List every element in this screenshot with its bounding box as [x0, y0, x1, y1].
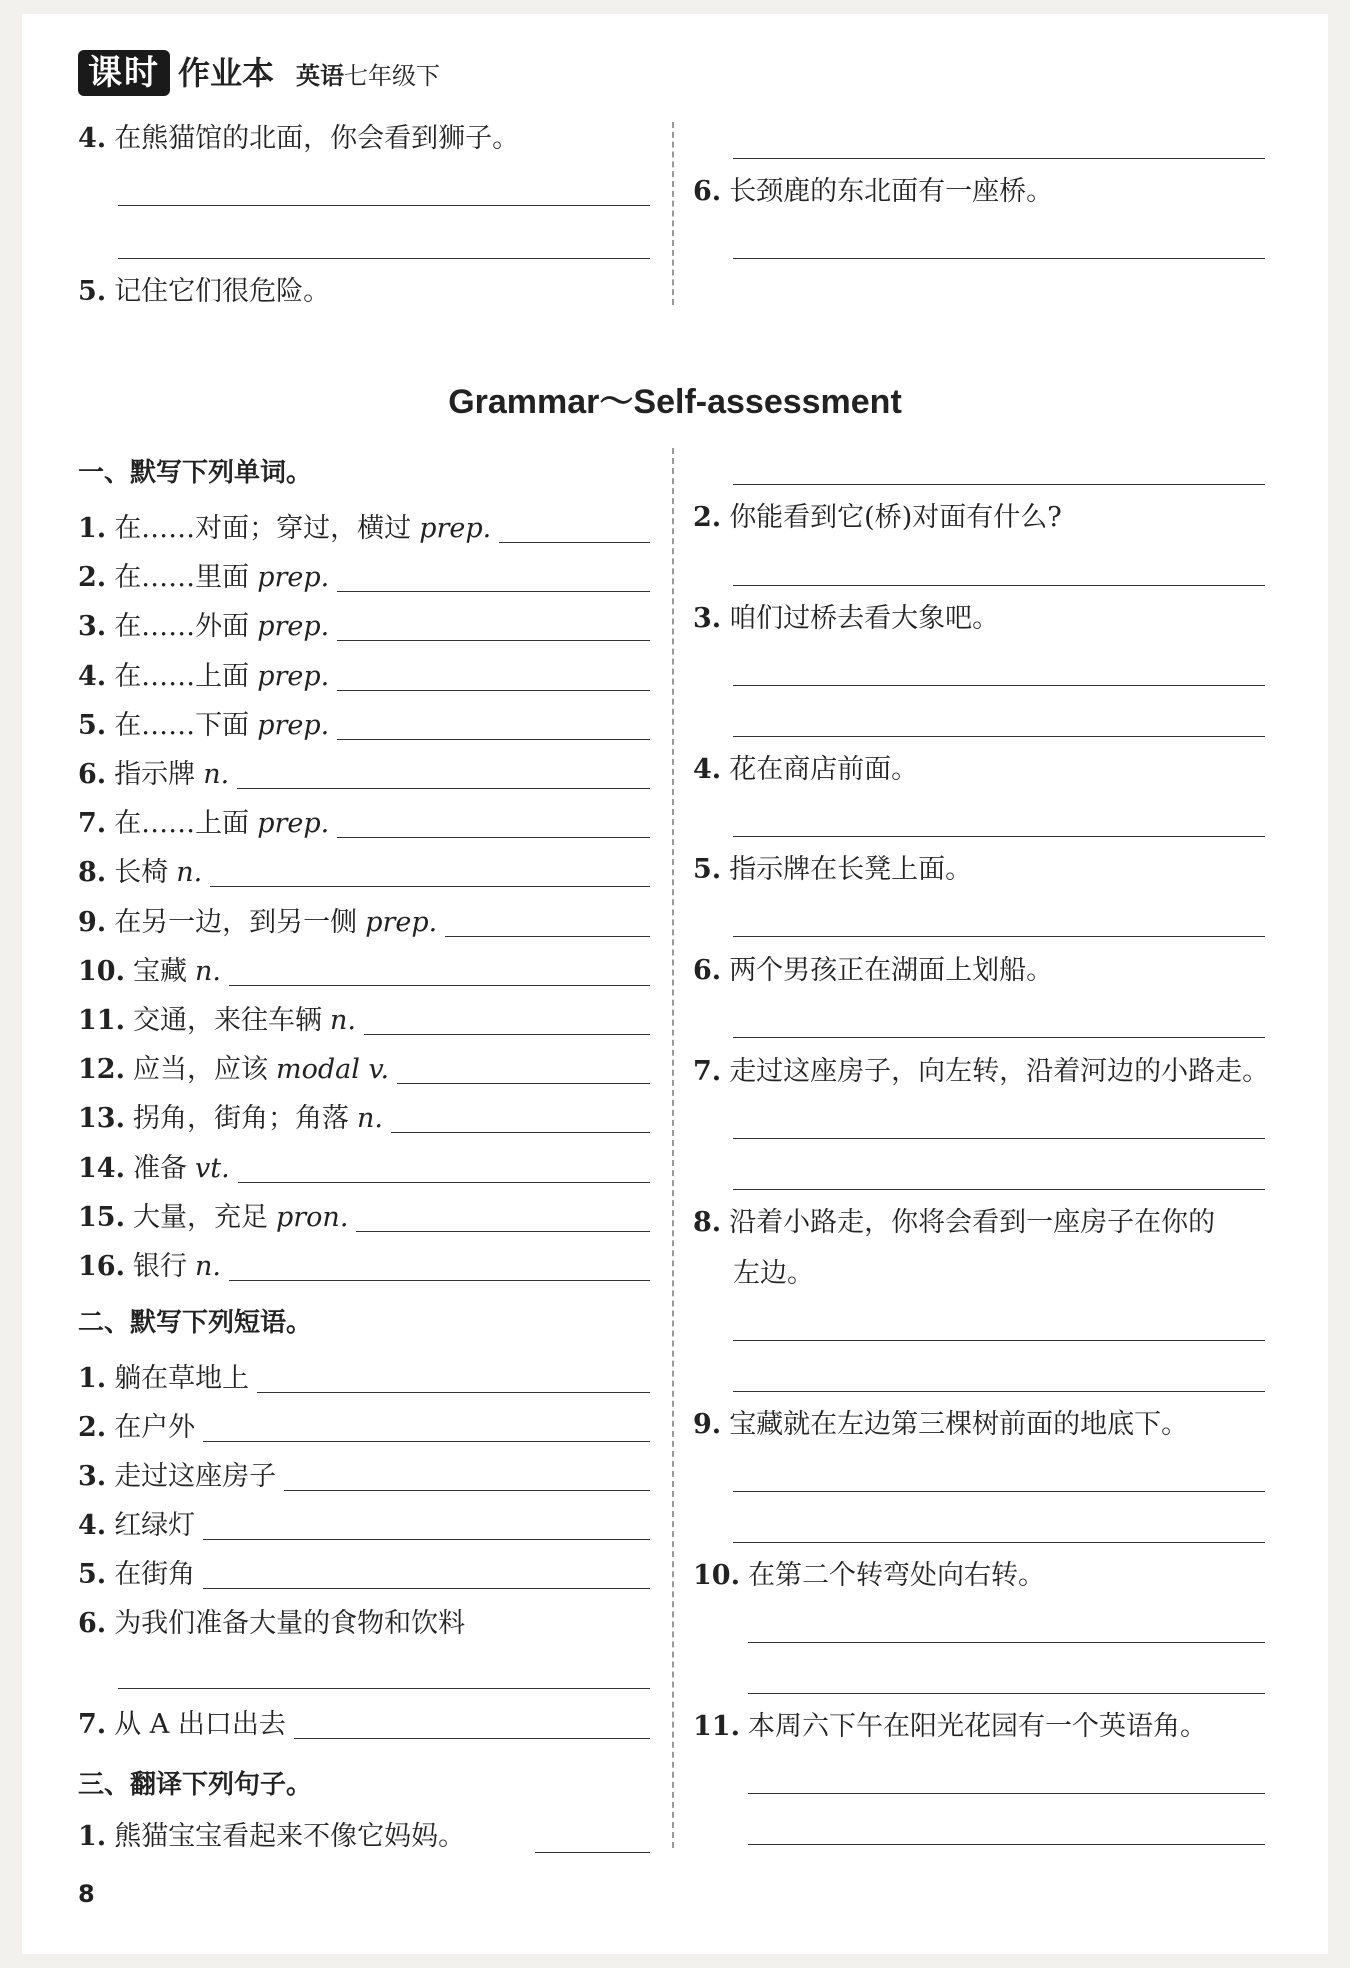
word-item: 12. 应当，应该 modal v. — [78, 1054, 390, 1086]
answer-line[interactable] — [748, 1642, 1265, 1643]
part1-heading: 一、默写下列单词。 — [78, 458, 313, 488]
sentence-item: 10. 在第二个转弯处向右转。 — [693, 1560, 1045, 1591]
book-title: 作业本 — [178, 54, 275, 92]
sentence-item: 9. 宝藏就在左边第三棵树前面的地底下。 — [693, 1409, 1189, 1440]
answer-line[interactable] — [203, 1539, 650, 1540]
sentence-item: 7. 走过这座房子，向左转，沿着河边的小路走。 — [693, 1056, 1270, 1087]
answer-line[interactable] — [337, 690, 650, 691]
sentence-item: 3. 咱们过桥去看大象吧。 — [693, 603, 1000, 634]
sentence-item: 2. 你能看到它(桥)对面有什么? — [693, 502, 1062, 533]
answer-line[interactable] — [229, 985, 650, 986]
answer-line[interactable] — [397, 1083, 650, 1084]
answer-line[interactable] — [203, 1441, 650, 1442]
answer-line[interactable] — [733, 1037, 1265, 1038]
phrase-item: 6. 为我们准备大量的食物和饮料 — [78, 1608, 466, 1639]
phrase-item: 4. 红绿灯 — [78, 1510, 196, 1541]
answer-line[interactable] — [733, 1542, 1265, 1543]
part2-heading: 二、默写下列短语。 — [78, 1308, 313, 1338]
phrase-item: 1. 躺在草地上 — [78, 1363, 250, 1394]
answer-line[interactable] — [337, 837, 650, 838]
answer-line[interactable] — [294, 1738, 650, 1739]
answer-line[interactable] — [229, 1280, 650, 1281]
sentence-item: 8. 沿着小路走，你将会看到一座房子在你的 — [693, 1207, 1216, 1238]
answer-line[interactable] — [733, 936, 1265, 937]
answer-line[interactable] — [337, 640, 650, 641]
top-question-4: 4. 在熊猫馆的北面，你会看到狮子。 — [78, 123, 520, 154]
word-item: 2. 在……里面 prep. — [78, 562, 330, 594]
phrase-item: 7. 从 A 出口出去 — [78, 1709, 286, 1740]
answer-line[interactable] — [356, 1231, 650, 1232]
answer-line[interactable] — [118, 1688, 650, 1689]
subject-label: 英语 — [296, 62, 345, 90]
section-title: Grammar～Self-assessment — [448, 383, 902, 421]
answer-line[interactable] — [203, 1588, 650, 1589]
answer-line[interactable] — [257, 1392, 650, 1393]
answer-line[interactable] — [748, 1793, 1265, 1794]
answer-line[interactable] — [748, 1693, 1265, 1694]
answer-line[interactable] — [445, 936, 650, 937]
answer-line[interactable] — [733, 836, 1265, 837]
answer-line[interactable] — [337, 591, 650, 592]
word-item: 7. 在……上面 prep. — [78, 808, 330, 840]
answer-line[interactable] — [535, 1852, 650, 1853]
word-item: 14. 准备 vt. — [78, 1152, 230, 1184]
word-item: 1. 在……对面；穿过，横过 prep. — [78, 513, 492, 544]
sentence-item: 5. 指示牌在长凳上面。 — [693, 854, 973, 885]
phrase-item: 2. 在户外 — [78, 1412, 196, 1443]
part3-heading: 三、翻译下列句子。 — [78, 1770, 313, 1800]
top-question-6: 6. 长颈鹿的东北面有一座桥。 — [693, 176, 1054, 207]
sentence-1: 1. 熊猫宝宝看起来不像它妈妈。 — [78, 1821, 466, 1852]
word-item: 6. 指示牌 n. — [78, 759, 230, 790]
answer-line[interactable] — [337, 739, 650, 740]
word-item: 8. 长椅 n. — [78, 857, 203, 889]
answer-line[interactable] — [733, 1138, 1265, 1139]
word-item: 4. 在……上面 prep. — [78, 660, 330, 692]
answer-line[interactable] — [733, 685, 1265, 686]
word-item: 10. 宝藏 n. — [78, 955, 221, 987]
sentence-item: 4. 花在商店前面。 — [693, 754, 919, 785]
word-item: 13. 拐角，街角；角落 n. — [78, 1103, 383, 1135]
answer-line[interactable] — [391, 1132, 650, 1133]
grade-label: 七年级下 — [344, 62, 441, 90]
brand-logo: 课时 — [78, 50, 170, 96]
answer-line[interactable] — [733, 1189, 1265, 1190]
answer-line[interactable] — [364, 1034, 650, 1035]
answer-line[interactable] — [748, 1844, 1265, 1845]
answer-line[interactable] — [210, 886, 650, 887]
column-divider-main — [672, 448, 674, 1848]
page-header — [78, 50, 440, 96]
answer-line[interactable] — [118, 205, 650, 206]
answer-line[interactable] — [733, 158, 1265, 159]
column-divider-top — [672, 122, 674, 305]
answer-line[interactable] — [733, 736, 1265, 737]
answer-line[interactable] — [238, 1182, 650, 1183]
phrase-item: 3. 走过这座房子 — [78, 1461, 277, 1492]
top-question-5: 5. 记住它们很危险。 — [78, 276, 331, 307]
answer-line[interactable] — [237, 788, 650, 789]
page-number: 8 — [78, 1880, 95, 1908]
sentence-item: 6. 两个男孩正在湖面上划船。 — [693, 955, 1054, 986]
answer-line[interactable] — [733, 1340, 1265, 1341]
phrase-item: 5. 在街角 — [78, 1559, 196, 1590]
answer-line[interactable] — [733, 1391, 1265, 1392]
answer-line[interactable] — [118, 258, 650, 259]
word-item: 15. 大量，充足 pron. — [78, 1201, 349, 1233]
answer-line[interactable] — [499, 542, 650, 543]
word-item: 5. 在……下面 prep. — [78, 709, 330, 741]
word-item: 9. 在另一边，到另一侧 prep. — [78, 906, 438, 938]
sentence-item-continued: 左边。 — [733, 1258, 814, 1289]
answer-line[interactable] — [733, 258, 1265, 259]
answer-line[interactable] — [284, 1490, 650, 1491]
word-item: 16. 银行 n. — [78, 1251, 221, 1282]
sentence-item: 11. 本周六下午在阳光花园有一个英语角。 — [693, 1711, 1207, 1742]
word-item: 11. 交通，来往车辆 n. — [78, 1005, 356, 1036]
word-item: 3. 在……外面 prep. — [78, 611, 330, 643]
answer-line[interactable] — [733, 484, 1265, 485]
answer-line[interactable] — [733, 1491, 1265, 1492]
answer-line[interactable] — [733, 585, 1265, 586]
